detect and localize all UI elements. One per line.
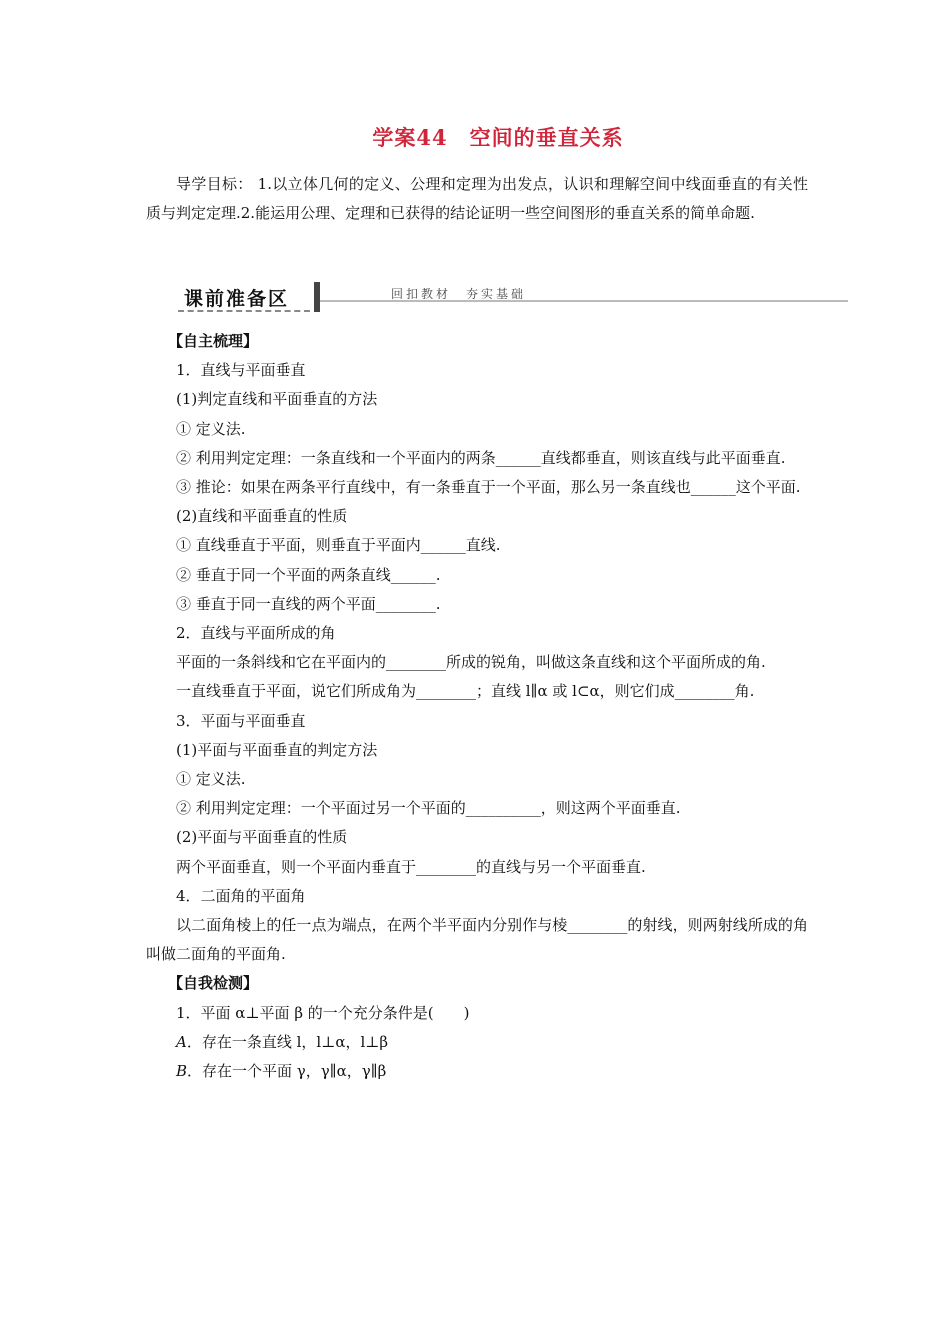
answer-option [146, 1057, 808, 1086]
answer-option [146, 1028, 808, 1057]
paragraph: 以二面角棱上的任一点为端点，在两个半平面内分别作与棱________的射线，则两射线所成的角叫做二面角的平面角. [146, 916, 808, 964]
paragraph: 2．直线与平面所成的角 [176, 624, 336, 643]
banner-title: 课前准备区 [184, 288, 290, 310]
paragraph: 4．二面角的平面角 [176, 886, 306, 905]
option-label: B [176, 1062, 188, 1081]
paragraph: ② 利用判定定理：一条直线和一个平面内的两条______直线都垂直，则该直线与此平面垂直. [176, 448, 786, 467]
paragraph: ① 直线垂直于平面，则垂直于平面内______直线. [176, 536, 501, 555]
paragraph: (1)平面与平面垂直的判定方法 [176, 740, 378, 759]
banner-subtitle: 回扣教材 夯实基础 [391, 287, 527, 301]
paragraph: ③ 垂直于同一直线的两个平面________. [176, 594, 441, 613]
paragraph: (2)平面与平面垂直的性质 [176, 828, 348, 847]
paragraph: 1．直线与平面垂直 [176, 361, 306, 380]
paragraph: (1)判定直线和平面垂直的方法 [176, 390, 378, 409]
paragraph: 1．平面 α⊥平面 β 的一个充分条件是( ) [176, 1003, 470, 1022]
paragraph: (2)直线和平面垂直的性质 [176, 507, 348, 526]
section-heading: 【自主梳理】 [168, 332, 259, 350]
paragraph: ③ 推论：如果在两条平行直线中，有一条垂直于一个平面，那么另一条直线也______这个平面. [176, 478, 801, 497]
option-label: A [176, 1032, 187, 1051]
section-banner [178, 282, 848, 316]
learning-objectives: 导学目标： 1.以立体几何的定义、公理和定理为出发点，认识和理解空间中线面垂直的有关性质与判定定理.2.能运用公理、定理和已获得的结论证明一些空间图形的垂直关系的简单命题. [146, 175, 808, 222]
paragraph: ① 定义法. [176, 419, 246, 438]
paragraph: ② 利用判定定理：一个平面过另一个平面的__________，则这两个平面垂直. [176, 799, 681, 818]
paragraph: 3．平面与平面垂直 [176, 711, 306, 730]
main-content [146, 327, 808, 1086]
banner-dash-underline [178, 310, 310, 312]
banner-divider-bar [314, 282, 320, 312]
option-text: ．存在一个平面 γ，γ∥α，γ∥β [187, 1062, 387, 1081]
paragraph: ① 定义法. [176, 770, 246, 789]
option-text: ．存在一条直线 l，l⊥α，l⊥β [186, 1032, 389, 1051]
paragraph: 一直线垂直于平面，说它们所成角为________；直线 l∥α 或 l⊂α，则它们成________角. [176, 682, 755, 701]
paragraph: 平面的一条斜线和它在平面内的________所成的锐角，叫做这条直线和这个平面所成的角. [176, 653, 766, 672]
section-heading: 【自我检测】 [168, 974, 259, 993]
paragraph: ② 垂直于同一个平面的两条直线______. [176, 565, 441, 584]
page-title: 学案44 空间的垂直关系 [372, 125, 624, 150]
paragraph: 两个平面垂直，则一个平面内垂直于________的直线与另一个平面垂直. [176, 857, 646, 876]
